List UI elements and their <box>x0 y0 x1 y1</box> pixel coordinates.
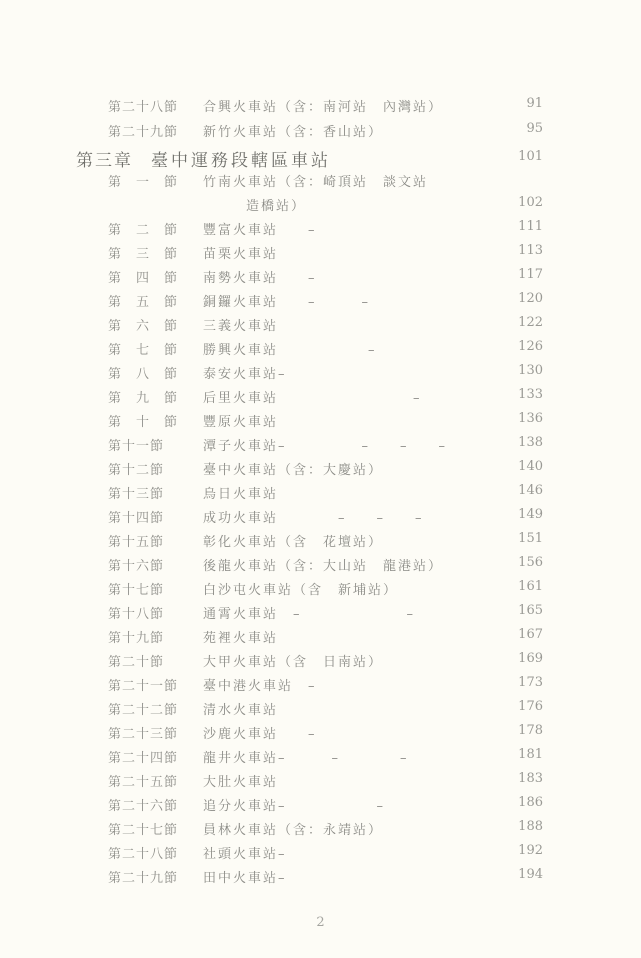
page-ref: 194 <box>518 867 543 882</box>
section-number: 第 八 節 <box>108 367 179 382</box>
page-ref: 111 <box>518 219 543 234</box>
page-ref: 151 <box>518 531 543 546</box>
section-title: 造橋站） <box>246 199 307 214</box>
toc-entry <box>0 267 641 291</box>
toc-entry <box>0 315 641 339</box>
section-title: 潭子火車站– – – – <box>203 439 448 454</box>
section-number: 第 十 節 <box>108 415 179 430</box>
toc-entry <box>0 387 641 411</box>
toc-entry <box>0 507 641 531</box>
section-number: 第二十三節 <box>108 727 179 742</box>
section-title: 臺中火車站（含：大慶站） <box>203 463 384 478</box>
page-ref: 102 <box>518 195 543 210</box>
section-title: 苑裡火車站 <box>203 631 279 646</box>
section-number: 第二十九節 <box>108 125 179 140</box>
toc-entry <box>0 579 641 603</box>
section-title: 通霄火車站 – – <box>203 607 416 622</box>
toc-entry <box>0 411 641 435</box>
toc-entry <box>0 483 641 507</box>
section-title: 大肚火車站 <box>203 775 279 790</box>
page-ref: 101 <box>518 149 543 164</box>
page-ref: 130 <box>518 363 543 378</box>
toc-entry <box>0 699 641 723</box>
section-number: 第 九 節 <box>108 391 179 406</box>
page-ref: 188 <box>518 819 543 834</box>
section-title: 竹南火車站（含：崎頂站 談文站 <box>203 175 429 190</box>
section-title: 臺中港火車站 – <box>203 679 317 694</box>
page-ref: 186 <box>518 795 543 810</box>
toc-entry <box>0 459 641 483</box>
section-title: 社頭火車站– <box>203 847 287 862</box>
page-ref: 117 <box>518 267 543 282</box>
section-title: 合興火車站（含：南河站 內灣站） <box>203 100 444 115</box>
page-ref: 136 <box>518 411 543 426</box>
toc-entry <box>0 171 641 195</box>
section-number: 第 五 節 <box>108 295 179 310</box>
toc-entry <box>0 339 641 363</box>
section-number: 第十六節 <box>108 559 165 574</box>
page-ref: 122 <box>518 315 543 330</box>
toc-entry <box>0 723 641 747</box>
toc-entry-continuation <box>0 195 641 219</box>
page-ref: 91 <box>526 96 543 111</box>
section-number: 第二十五節 <box>108 775 179 790</box>
toc-entry <box>0 555 641 579</box>
section-number: 第二十八節 <box>108 100 179 115</box>
toc-entry <box>0 531 641 555</box>
section-title: 南勢火車站 – <box>203 271 317 286</box>
section-title: 田中火車站– <box>203 871 287 886</box>
section-number: 第二十六節 <box>108 799 179 814</box>
page-ref: 156 <box>518 555 543 570</box>
chapter-title: 臺中運務段轄區車站 <box>151 151 331 171</box>
section-title: 勝興火車站 – <box>203 343 377 358</box>
section-number: 第 四 節 <box>108 271 179 286</box>
toc-entry <box>0 651 641 675</box>
toc-chapter <box>0 149 641 173</box>
section-title: 后里火車站 – <box>203 391 422 406</box>
page-ref: 178 <box>518 723 543 738</box>
toc-entry <box>0 867 641 891</box>
section-title: 大甲火車站（含 日南站） <box>203 655 384 670</box>
chapter-number: 第三章 <box>76 151 133 171</box>
section-number: 第 六 節 <box>108 319 179 334</box>
toc-entry <box>0 121 641 145</box>
section-title: 員林火車站（含：永靖站） <box>203 823 384 838</box>
section-title: 銅鑼火車站 – – <box>203 295 371 310</box>
page-ref: 133 <box>518 387 543 402</box>
page-ref: 192 <box>518 843 543 858</box>
section-number: 第十三節 <box>108 487 165 502</box>
toc-entry <box>0 219 641 243</box>
page-ref: 173 <box>518 675 543 690</box>
section-title: 追分火車站– – <box>203 799 386 814</box>
section-number: 第十九節 <box>108 631 165 646</box>
page-ref: 165 <box>518 603 543 618</box>
section-title: 豐富火車站 – <box>203 223 317 238</box>
section-title: 新竹火車站（含：香山站） <box>203 125 384 140</box>
section-number: 第 一 節 <box>108 175 179 190</box>
toc-entry <box>0 795 641 819</box>
section-title: 龍井火車站– – – <box>203 751 409 766</box>
section-number: 第十二節 <box>108 463 165 478</box>
page-ref: 149 <box>518 507 543 522</box>
section-number: 第十七節 <box>108 583 165 598</box>
page-ref: 113 <box>518 243 543 258</box>
toc-entry <box>0 435 641 459</box>
section-number: 第二十一節 <box>108 679 179 694</box>
section-title: 清水火車站 <box>203 703 279 718</box>
toc-entry <box>0 843 641 867</box>
section-title: 成功火車站 – – – <box>203 511 424 526</box>
toc-entry <box>0 96 641 120</box>
toc-entry <box>0 363 641 387</box>
page-ref: 176 <box>518 699 543 714</box>
toc-entry <box>0 627 641 651</box>
page-ref: 126 <box>518 339 543 354</box>
section-title: 豐原火車站 <box>203 415 279 430</box>
section-title: 白沙屯火車站（含 新埔站） <box>203 583 399 598</box>
page-ref: 167 <box>518 627 543 642</box>
page-ref: 181 <box>518 747 543 762</box>
page-ref: 183 <box>518 771 543 786</box>
section-number: 第十四節 <box>108 511 165 526</box>
toc-entry <box>0 819 641 843</box>
section-number: 第十五節 <box>108 535 165 550</box>
section-title: 苗栗火車站 <box>203 247 279 262</box>
section-number: 第二十八節 <box>108 847 179 862</box>
section-number: 第二十七節 <box>108 823 179 838</box>
section-title: 泰安火車站– <box>203 367 287 382</box>
section-number: 第十八節 <box>108 607 165 622</box>
toc-entry <box>0 243 641 267</box>
section-number: 第二十節 <box>108 655 165 670</box>
section-number: 第二十四節 <box>108 751 179 766</box>
page-ref: 140 <box>518 459 543 474</box>
page-ref: 169 <box>518 651 543 666</box>
section-number: 第二十二節 <box>108 703 179 718</box>
toc-entry <box>0 603 641 627</box>
page-ref: 161 <box>518 579 543 594</box>
toc-entry <box>0 675 641 699</box>
section-title: 三義火車站 <box>203 319 279 334</box>
toc-entry <box>0 771 641 795</box>
toc-entry <box>0 291 641 315</box>
section-number: 第 三 節 <box>108 247 179 262</box>
section-number: 第 二 節 <box>108 223 179 238</box>
page-number: 2 <box>316 915 325 930</box>
section-number: 第 七 節 <box>108 343 179 358</box>
section-title: 後龍火車站（含：大山站 龍港站） <box>203 559 444 574</box>
page-ref: 120 <box>518 291 543 306</box>
section-title: 烏日火車站 <box>203 487 279 502</box>
section-number: 第十一節 <box>108 439 165 454</box>
section-number: 第二十九節 <box>108 871 179 886</box>
page-ref: 146 <box>518 483 543 498</box>
section-title: 沙鹿火車站 – <box>203 727 317 742</box>
page-ref: 95 <box>526 121 543 136</box>
section-title: 彰化火車站（含 花壇站） <box>203 535 384 550</box>
toc-entry <box>0 747 641 771</box>
page-ref: 138 <box>518 435 543 450</box>
